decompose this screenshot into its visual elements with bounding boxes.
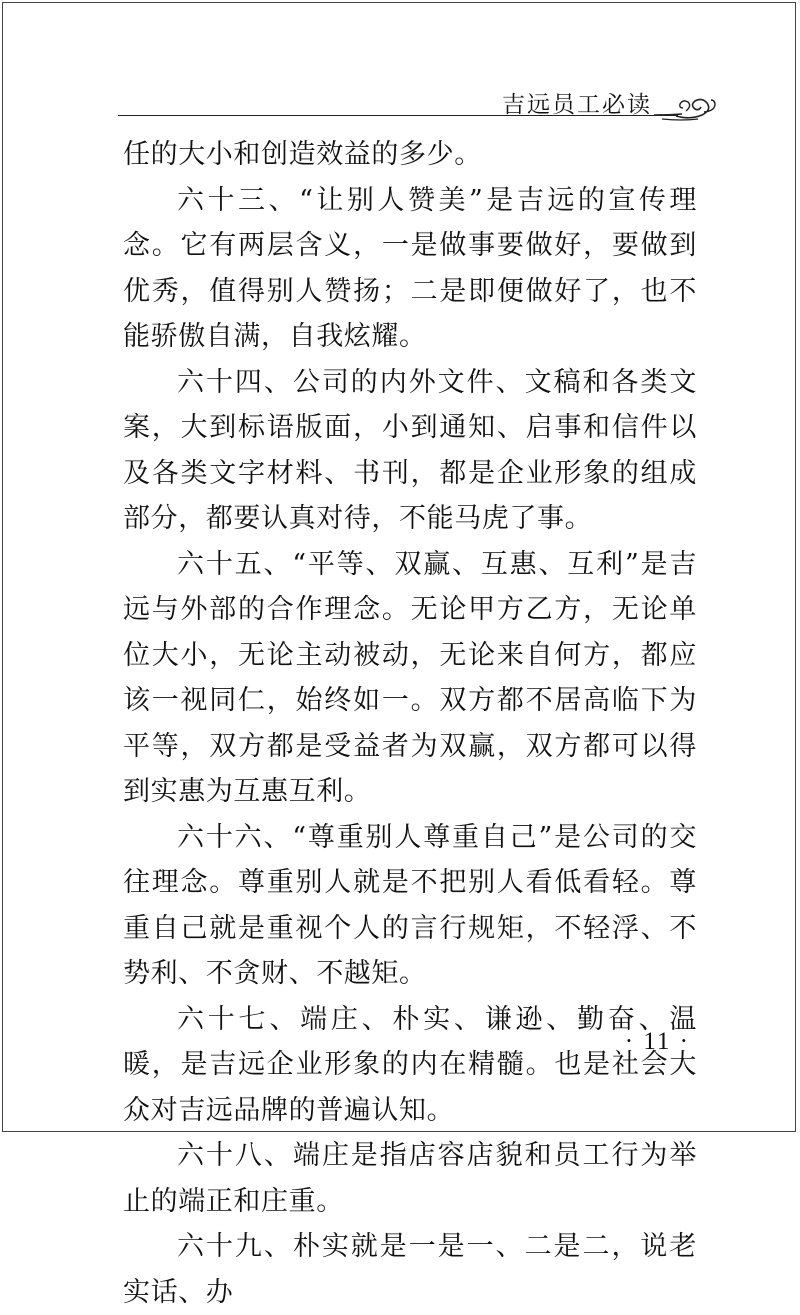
header-rule xyxy=(118,115,678,116)
paragraph-continuation: 任的大小和创造效益的多少。 xyxy=(123,139,482,170)
paragraph-69: 六十九、朴实就是一是一、二是二，说老实话、办 xyxy=(123,1231,697,1308)
page-number: · 11 · xyxy=(624,1028,690,1055)
header-title: 吉远员工必读 xyxy=(502,92,652,118)
cloud-scroll-icon xyxy=(652,94,718,122)
paragraph-64: 六十四、公司的内外文件、文稿和各类文案，大到标语版面，小到通知、启事和信件以及各类文字材料、书刊，都是企业形象的组成部分，都要认真对待，不能马虎了事。 xyxy=(123,366,697,534)
paragraph-67: 六十七、端庄、朴实、谦逊、勤奋、温暖，是吉远企业形象的内在精髓。也是社会大众对吉远品牌的普遍认知。 xyxy=(123,1003,697,1126)
running-header xyxy=(118,82,718,122)
paragraph-66: 六十六、“尊重别人尊重自己”是公司的交往理念。尊重别人就是不把别人看低看轻。尊重自己就是重视个人的言行规矩，不轻浮、不势利、不贪财、不越矩。 xyxy=(123,821,697,989)
paragraph-68: 六十八、端庄是指店容店貌和员工行为举止的端正和庄重。 xyxy=(123,1140,697,1217)
body-text xyxy=(123,132,697,1315)
paragraph-65: 六十五、“平等、双赢、互惠、互利”是吉远与外部的合作理念。无论甲方乙方，无论单位大小，无论主动被动，无论来自何方，都应该一视同仁，始终如一。双方都不居高临下为平等，双方都是受益者为双赢，双方都可以得到实惠为互惠互利。 xyxy=(123,548,697,807)
paragraph-63: 六十三、“让别人赞美”是吉远的宣传理念。它有两层含义，一是做事要做好，要做到优秀，值得别人赞扬；二是即便做好了，也不能骄傲自满，自我炫耀。 xyxy=(123,184,697,352)
